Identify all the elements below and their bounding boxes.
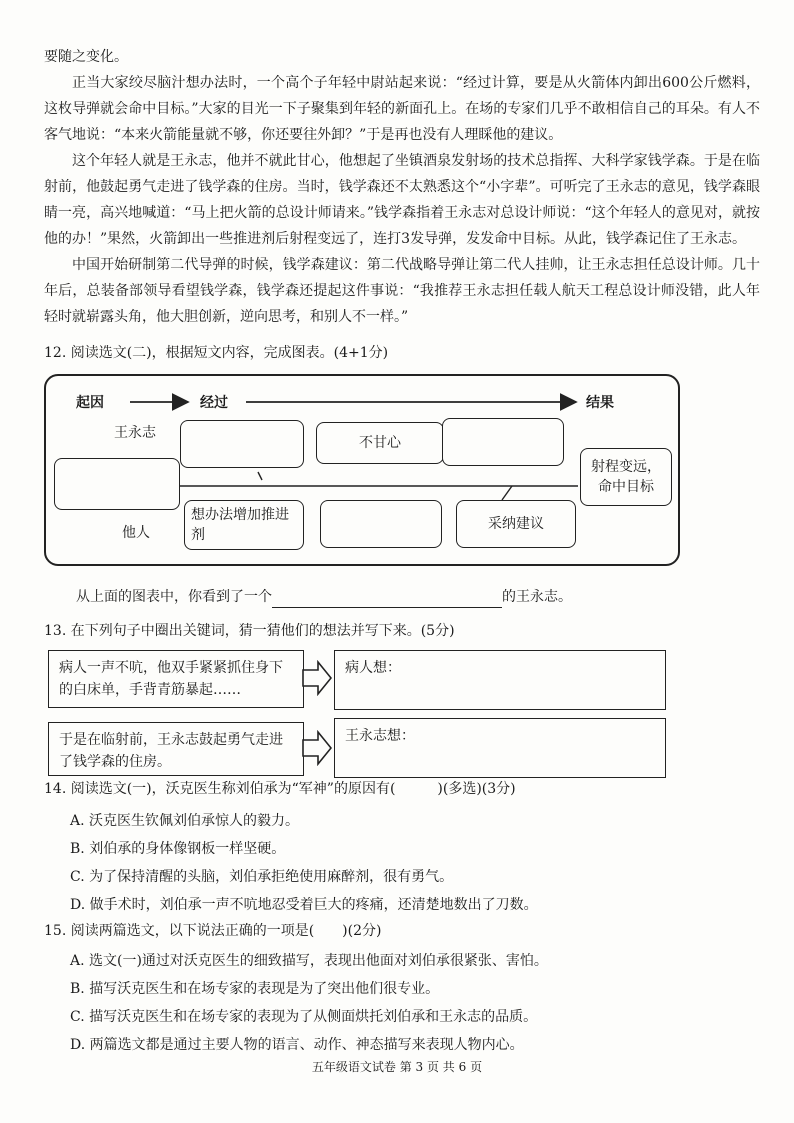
blank-box-others-2[interactable] xyxy=(320,500,442,548)
label-cause: 起因 xyxy=(76,395,104,411)
row-label-others: 他人 xyxy=(122,525,150,541)
fill-suffix: 的王永志。 xyxy=(502,589,572,605)
arrow-right-icon xyxy=(302,730,332,766)
q15-option-a[interactable]: A. 选文(一)通过对沃克医生的细致描写，表现出他面对刘伯承很紧张、害怕。 xyxy=(70,953,548,969)
box-result: 射程变远，命中目标 xyxy=(580,448,672,506)
q14-option-c[interactable]: C. 为了保持清醒的头脑，刘伯承拒绝使用麻醉剂，很有勇气。 xyxy=(70,869,454,885)
question-13: 13. 在下列句子中圈出关键词，猜一猜他们的想法并写下来。(5分) xyxy=(44,623,455,639)
fill-blank[interactable] xyxy=(272,591,502,608)
box-increase-propellant: 想办法增加推进剂 xyxy=(184,500,304,550)
q15-option-c[interactable]: C. 描写沃克医生和在场专家的表现为了从侧面烘托刘伯承和王永志的品质。 xyxy=(70,1009,538,1025)
q14-option-a[interactable]: A. 沃克医生钦佩刘伯承惊人的毅力。 xyxy=(70,813,300,829)
connector-to-others xyxy=(258,472,262,480)
row-label-wang: 王永志 xyxy=(114,425,156,441)
box-adopt-suggestion: 采纳建议 xyxy=(456,500,576,548)
sentence-box-1: 病人一声不吭，他双手紧紧抓住身下的白床单，手背青筋暴起…… xyxy=(48,650,304,708)
question-12: 12. 阅读选文(二)，根据短文内容，完成图表。(4+1分) xyxy=(44,345,389,361)
q15-option-b[interactable]: B. 描写沃克医生和在场专家的表现是为了突出他们很专业。 xyxy=(70,981,440,997)
passage-paragraph-2: 这个年轻人就是王永志，他并不就此甘心，他想起了坐镇酒泉发射场的技术总指挥、大科学家钱学森。于是在临射前，他鼓起勇气走进了钱学森的住房。当时，钱学森还不太熟悉这个“小字辈”。可听完了王永志的意见，钱学森眼睛一亮，高兴地喊道：“马上把火箭的总设计师请来。”钱学森指着王永志对总设计师说：“这个年轻人的意见对，就按他的办！”果然，火箭卸出一些推进剂后射程变远了，连打3发导弹，发发命中目标。从此，钱学森记住了王永志。 xyxy=(44,153,760,247)
fill-prefix: 从上面的图表中，你看到了一个 xyxy=(76,589,272,605)
passage-paragraph-3: 中国开始研制第二代导弹的时候，钱学森建议：第二代战略导弹让第二代人挂帅，让王永志担任总设计师。几十年后，总装备部领导看望钱学森，钱学森还提起这件事说：“我推荐王永志担任载人航天工程总设计师没错，此人年轻时就崭露头角，他大胆创新，逆向思考，和别人不一样。” xyxy=(44,257,760,325)
blank-box-cause[interactable] xyxy=(54,458,180,510)
q15-option-d[interactable]: D. 两篇选文都是通过主要人物的语言、动作、神态描写来表现人物内心。 xyxy=(70,1037,524,1053)
fill-sentence xyxy=(76,586,572,608)
blank-box-wang-3[interactable] xyxy=(442,418,564,466)
connector-to-adopt xyxy=(502,486,512,500)
label-process: 经过 xyxy=(200,395,228,411)
flow-chart xyxy=(44,374,680,566)
answer-box-wang[interactable]: 王永志想： xyxy=(334,718,666,778)
passage-paragraph-1: 正当大家绞尽脑汁想办法时，一个高个子年轻中尉站起来说：“经过计算，要是从火箭体内卸出600公斤燃料，这枚导弹就会命中目标。”大家的目光一下子聚集到年轻的新面孔上。在场的专家们几乎不敢相信自己的耳朵。有人不客气地说：“本来火箭能量就不够，你还要往外卸？”于是再也没有人理睬他的建议。 xyxy=(44,75,760,143)
arrow-right-icon xyxy=(302,660,332,696)
passage-line: 要随之变化。 xyxy=(44,49,128,65)
q14-option-b[interactable]: B. 刘伯承的身体像钢板一样坚硬。 xyxy=(70,841,286,857)
sentence-box-2: 于是在临射前，王永志鼓起勇气走进了钱学森的住房。 xyxy=(48,722,304,776)
answer-box-patient[interactable]: 病人想： xyxy=(334,650,666,710)
question-14: 14. 阅读选文(一)，沃克医生称刘伯承为“军神”的原因有( )(多选)(3分) xyxy=(44,781,516,797)
label-result: 结果 xyxy=(586,395,614,411)
page-footer: 五年级语文试卷 第 3 页 共 6 页 xyxy=(311,1060,483,1074)
q14-option-d[interactable]: D. 做手术时，刘伯承一声不吭地忍受着巨大的疼痛，还清楚地数出了刀数。 xyxy=(70,897,538,913)
question-15: 15. 阅读两篇选文，以下说法正确的一项是( )(2分) xyxy=(44,923,382,939)
blank-box-wang-1[interactable] xyxy=(180,420,304,468)
box-unwilling: 不甘心 xyxy=(316,422,444,464)
